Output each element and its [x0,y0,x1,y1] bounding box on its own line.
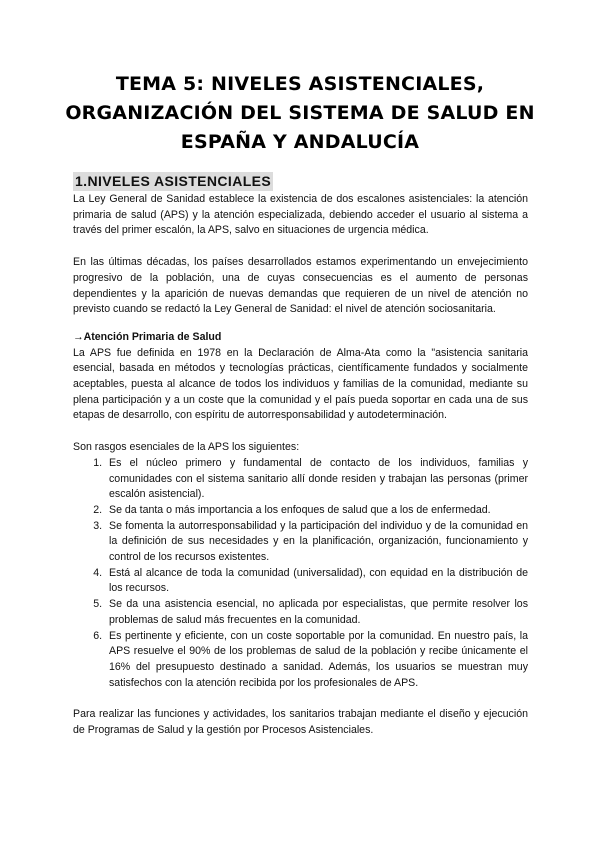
subheading: →Atención Primaria de Salud [73,330,222,343]
list-intro: Son rasgos esenciales de la APS los siguientes: [73,441,300,454]
paragraph: Para realizar las funciones y actividades, los sanitarios trabajan mediante el diseño y ejecución de Programas de Salud y la gestión por Procesos Asistenciales. [73,708,528,737]
list-item: 3. Se fomenta la autorresponsabilidad y la participación del individuo y de la comunidad en la definición de sus necesidades y en la planificación, organización, funcionamiento y control de los recursos existentes. [105,519,528,566]
features-list [73,456,528,692]
paragraph: La APS fue definida en 1978 en la Declaración de Alma-Ata como la "asistencia sanitaria esencial, basada en métodos y tecnologías prácticas, científicamente fundados y socialmente aceptables, puesta al alcance de todos los individuos y familias de la comunidad, mediante su plena participación y a un coste que la comunidad y el país pueda soportar en cada una de sus etapas de desarrollo, con espíritu de autorresponsabilidad y autodeterminación. [73,346,528,422]
title-line: TEMA 5: NIVELES ASISTENCIALES, [115,73,485,95]
paragraph: La Ley General de Sanidad establece la existencia de dos escalones asistenciales: la atención primaria de salud (APS) y la atención especializada, debiendo acceder el usuario al sistema a través del primer escalón, la APS, salvo en situaciones de urgencia médica. [73,193,528,237]
document-body [73,172,528,755]
list-item: 6. Es pertinente y eficiente, con un coste soportable por la comunidad. En nuestro país, la APS resuelve el 90% de los problemas de salud de la población y recibe únicamente el 16% del presupuesto destinado a sanidad. Además, los usuarios se muestran muy satisfechos con la atención recibida por los profesionales de APS. [105,629,528,692]
paragraph: En las últimas décadas, los países desarrollados estamos experimentando un envejecimiento progresivo de la población, una de cuyas consecuencias es el aumento de personas dependientes y la aparición de nuevas demandas que requieren de un nivel de atención no previsto cuando se redactó la Ley General de Sanidad: el nivel de atención sociosanitaria. [73,256,528,316]
list-item: 4. Está al alcance de toda la comunidad (universalidad), con equidad en la distribución de los recursos. [105,566,528,597]
section-heading: 1.NIVELES ASISTENCIALES [75,173,272,189]
title-line: ESPAÑA Y ANDALUCÍA [180,131,420,153]
list-item: 2. Se da tanta o más importancia a los enfoques de salud que a los de enfermedad. [105,503,528,519]
list-item: 5. Se da una asistencia esencial, no aplicada por especialistas, que permite resolver los problemas de salud más frecuentes en la comunidad. [105,597,528,628]
title-line: ORGANIZACIÓN DEL SISTEMA DE SALUD EN [65,102,535,124]
document-title [40,70,560,157]
list-item: 1. Es el núcleo primero y fundamental de contacto de los individuos, familias y comunidades con el sistema sanitario allí donde residen y trabajan las personas (primer escalón asistencial). [105,456,528,503]
